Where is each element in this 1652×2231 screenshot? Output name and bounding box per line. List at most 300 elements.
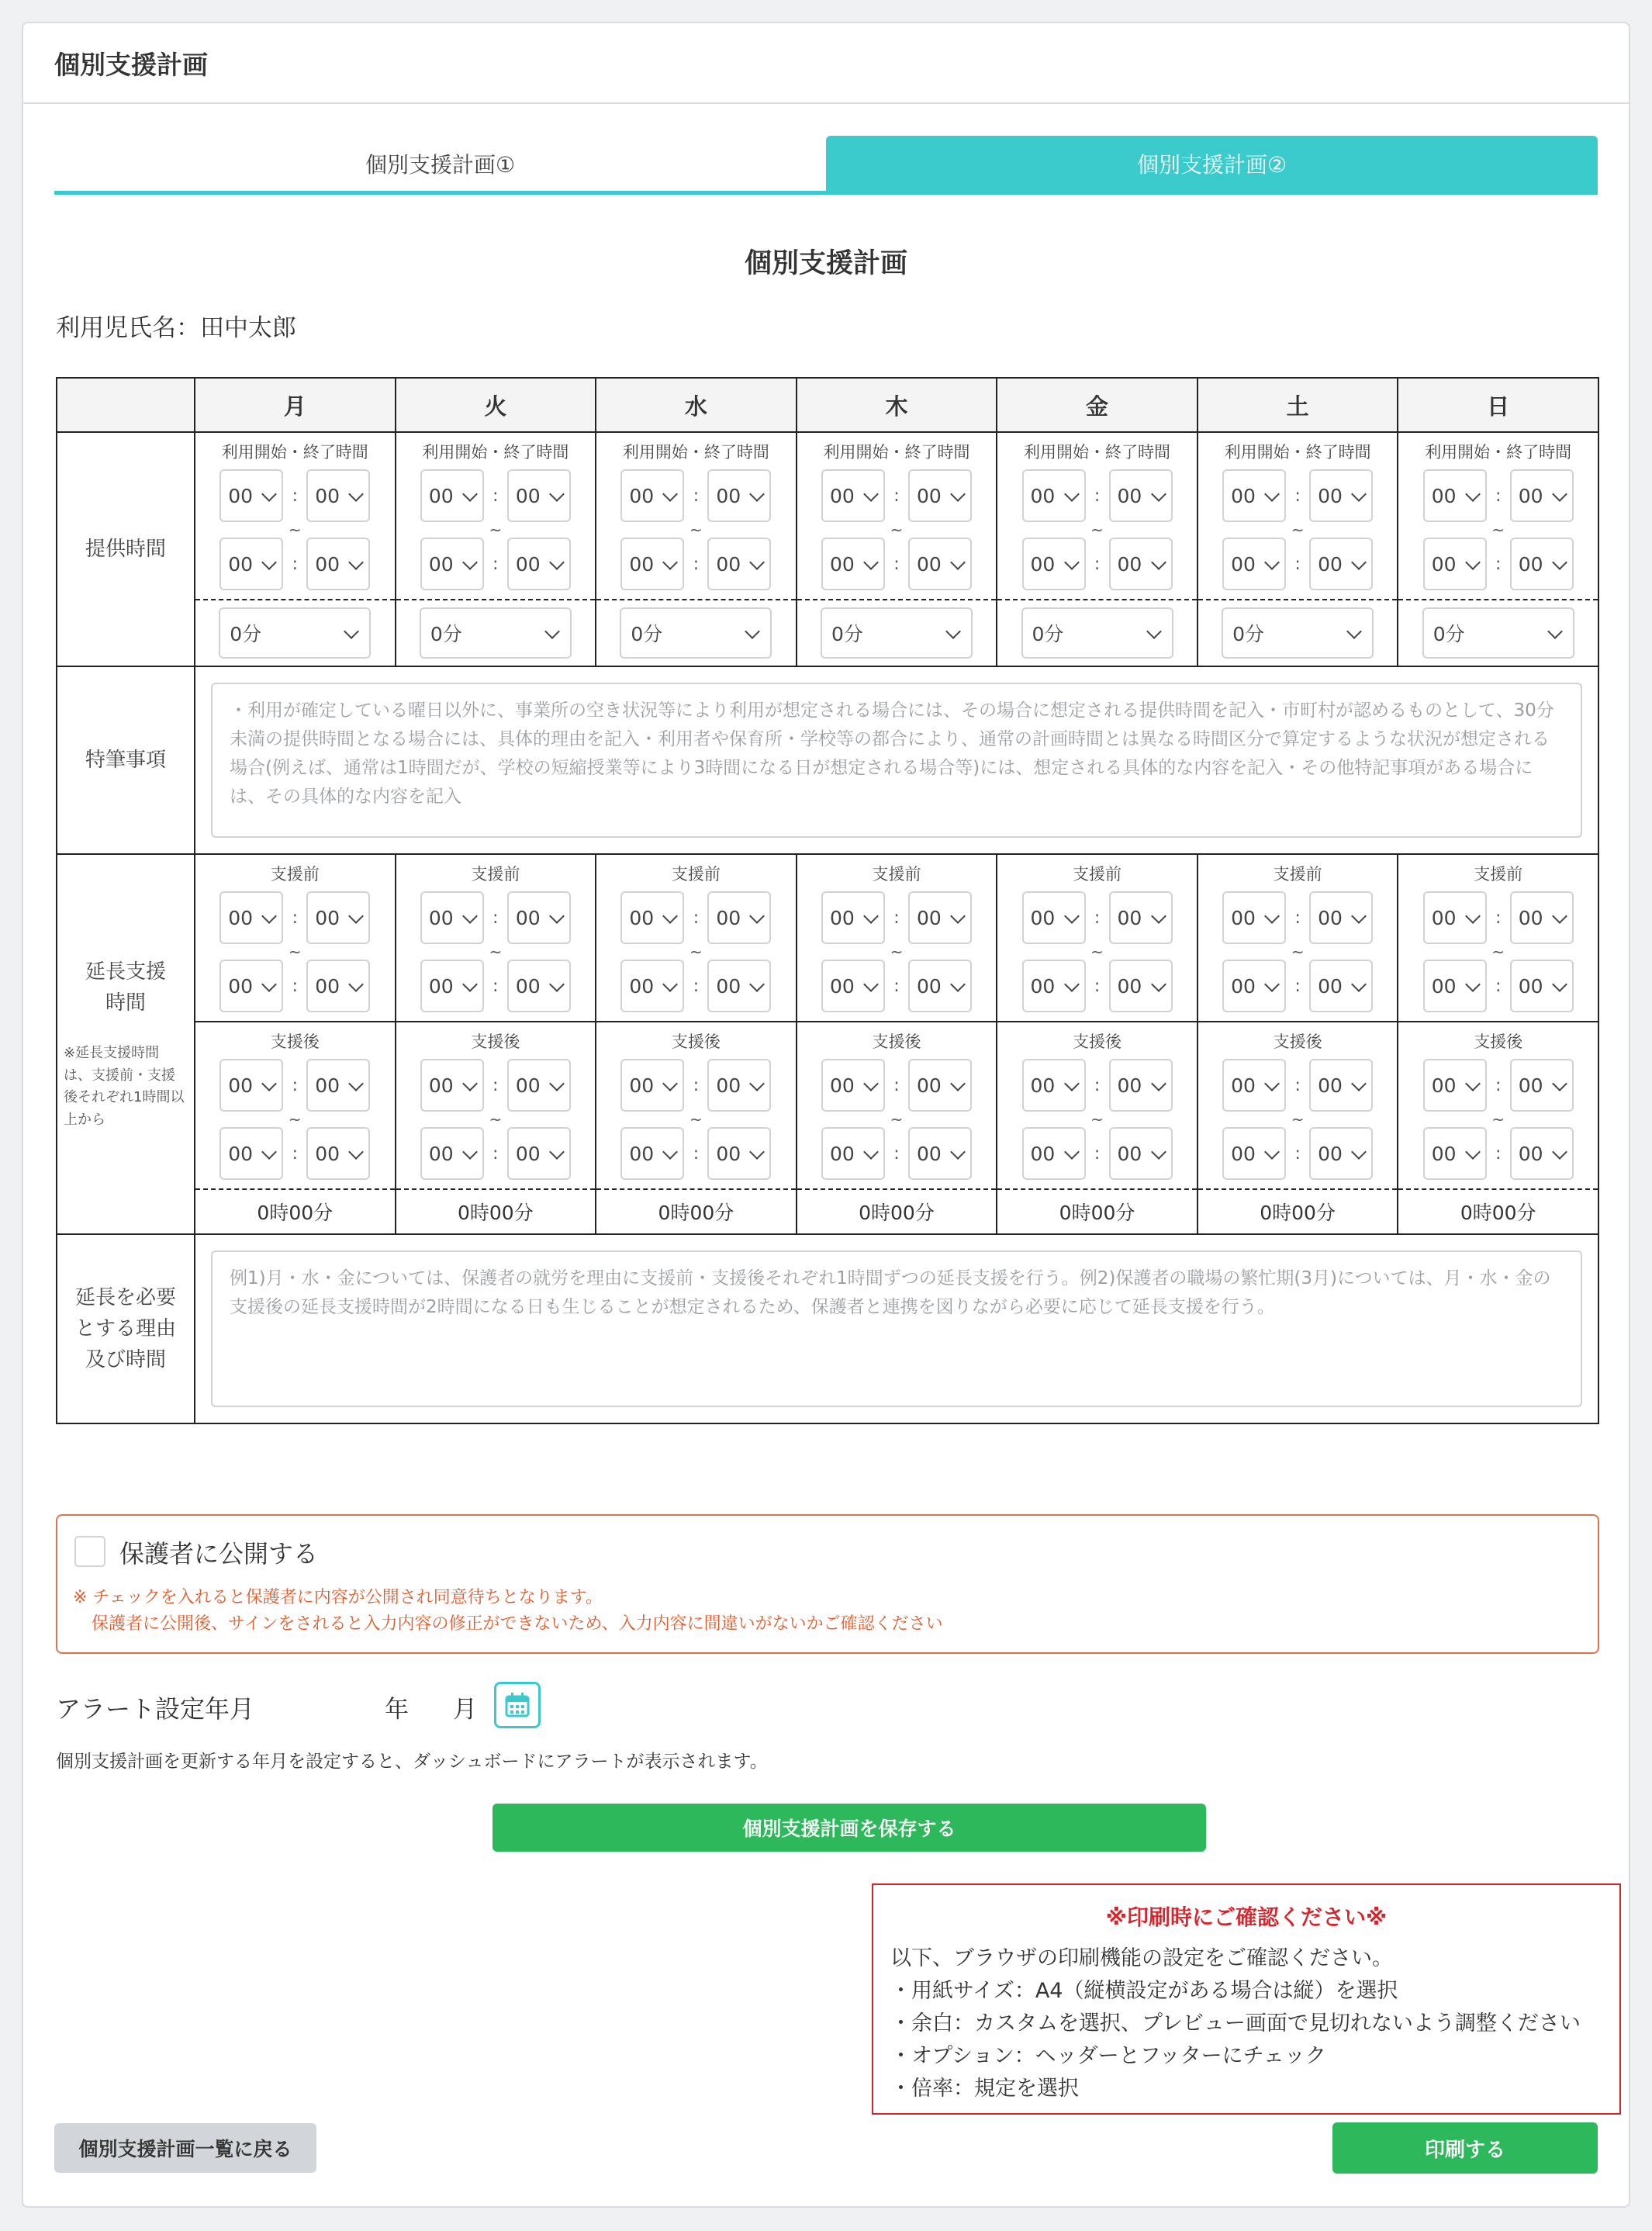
day-header: 火 — [396, 378, 596, 432]
provide-time-end-minute-select-value: 00 — [716, 552, 741, 576]
day-header: 金 — [997, 378, 1198, 432]
extended-before-end-hour-select-value: 00 — [829, 974, 855, 998]
time-colon: : — [1294, 554, 1301, 574]
provide-time-start-hour-select[interactable] — [219, 469, 283, 522]
duration-select[interactable] — [420, 607, 572, 659]
time-colon: : — [693, 908, 700, 928]
chevron-down-icon — [462, 1144, 478, 1160]
extended-before-end-minute-select[interactable] — [707, 960, 771, 1012]
extended-after-start-hour-select[interactable] — [219, 1059, 283, 1112]
extended-before-start-minute-select[interactable] — [507, 891, 571, 944]
extended-before-caption: 支援前 — [872, 865, 921, 884]
provide-time-start-row — [1198, 469, 1398, 523]
extended-after-start-minute-select-value: 00 — [515, 1074, 541, 1097]
extended-before-caption: 支援前 — [270, 865, 320, 884]
provide-time-start-minute-select[interactable] — [1109, 469, 1173, 522]
extended-before-end-minute-select[interactable] — [507, 960, 571, 1012]
extended-after-end-hour-select-value: 00 — [1431, 1142, 1457, 1165]
range-tilde: ~ — [689, 1110, 703, 1129]
chevron-down-icon — [261, 1076, 277, 1091]
extended-after-start-hour-select[interactable] — [821, 1059, 885, 1112]
print-notice-line: 以下、ブラウザの印刷機能の設定をご確認ください。 — [890, 1946, 1393, 1970]
extended-before-end-minute-select[interactable] — [1109, 960, 1173, 1012]
duration-row — [195, 599, 395, 666]
provide-time-start-minute-select-value: 00 — [315, 484, 340, 507]
extended-after-end-row — [797, 1126, 997, 1181]
extended-before-end-minute-select[interactable] — [908, 960, 972, 1012]
provide-time-start-row — [997, 469, 1197, 523]
provide-time-end-minute-select[interactable] — [908, 538, 972, 590]
extended-after-start-hour-select[interactable] — [1222, 1059, 1286, 1112]
extended-after-start-hour-select-value: 00 — [428, 1074, 454, 1097]
extended-before-end-hour-select[interactable] — [620, 960, 684, 1012]
provide-time-end-hour-select[interactable] — [420, 538, 484, 590]
time-colon: : — [492, 908, 499, 928]
chevron-down-icon — [1151, 977, 1166, 992]
chevron-down-icon — [1151, 1144, 1166, 1160]
extended-after-start-minute-select-value: 00 — [315, 1074, 340, 1097]
provide-time-start-hour-select[interactable] — [420, 469, 484, 522]
chevron-down-icon — [348, 977, 364, 992]
chevron-down-icon — [950, 1144, 966, 1160]
provide-time-start-row — [1398, 469, 1598, 523]
alert-help-text: 個別支援計画を更新する年月を設定すると、ダッシュボードにアラートが表示されます。 — [56, 1752, 768, 1772]
extended-before-start-hour-select-value: 00 — [629, 906, 655, 929]
time-colon: : — [1094, 554, 1101, 574]
duration-row — [797, 599, 997, 666]
extended-after-end-minute-select[interactable] — [1109, 1127, 1173, 1180]
print-notice-line: ・用紙サイズ：A4（縦横設定がある場合は縦）を選択 — [890, 1979, 1398, 2003]
extended-before-end-minute-select-value: 00 — [716, 974, 741, 998]
calendar-button[interactable] — [494, 1682, 541, 1728]
extended-before-end-row — [1398, 959, 1598, 1013]
time-colon: : — [1294, 1143, 1301, 1164]
provide-time-caption: 利用開始・終了時間 — [823, 443, 970, 462]
provide-time-end-hour-select-value: 00 — [829, 552, 855, 576]
page-title: 個別支援計画 — [23, 23, 1629, 104]
publish-checkbox-label[interactable]: 保護者に公開する — [119, 1539, 319, 1569]
chevron-down-icon — [750, 486, 766, 502]
time-colon: : — [492, 486, 499, 506]
extended-before-start-hour-select[interactable] — [1022, 891, 1086, 944]
chevron-down-icon — [1064, 1144, 1080, 1160]
extended-before-start-hour-select-value: 00 — [1231, 906, 1256, 929]
chevron-down-icon — [1151, 486, 1166, 502]
chevron-down-icon — [1151, 555, 1166, 570]
time-colon: : — [1294, 1075, 1301, 1095]
provide-time-end-minute-select[interactable] — [707, 538, 771, 590]
provide-time-start-minute-select[interactable] — [1309, 469, 1373, 522]
chevron-down-icon — [462, 486, 478, 502]
provide-time-start-minute-select[interactable] — [306, 469, 370, 522]
tab-plan-2[interactable]: 個別支援計画② — [826, 136, 1598, 191]
time-colon: : — [292, 908, 298, 928]
duration-select[interactable] — [219, 607, 371, 659]
extended-after-end-hour-select[interactable] — [1022, 1127, 1086, 1180]
provide-time-end-hour-select-value: 00 — [1431, 552, 1457, 576]
provide-time-caption: 利用開始・終了時間 — [221, 443, 368, 462]
time-colon: : — [893, 908, 900, 928]
time-colon: : — [1294, 908, 1301, 928]
extended-after-start-row — [396, 1058, 596, 1112]
provide-time-end-minute-select[interactable] — [306, 538, 370, 590]
duration-select[interactable] — [1021, 607, 1173, 659]
extended-support-label-2: 時間 — [105, 991, 146, 1015]
extended-after-end-minute-select[interactable] — [1510, 1127, 1574, 1180]
print-button[interactable]: 印刷する — [1332, 2122, 1598, 2174]
chevron-down-icon — [1264, 486, 1280, 502]
extended-after-start-hour-select-value: 00 — [629, 1074, 655, 1097]
schedule-table — [56, 377, 1599, 1424]
provide-time-end-hour-select[interactable] — [821, 538, 885, 590]
extended-before-start-hour-select[interactable] — [219, 891, 283, 944]
alert-year-label: 年 — [385, 1696, 409, 1724]
provide-time-start-hour-select[interactable] — [1222, 469, 1286, 522]
extended-after-end-row — [396, 1126, 596, 1181]
provide-time-cell — [797, 432, 997, 666]
extended-after-start-minute-select[interactable] — [507, 1059, 571, 1112]
extended-after-end-minute-select[interactable] — [908, 1127, 972, 1180]
extended-before-end-hour-select[interactable] — [219, 960, 283, 1012]
extended-before-end-hour-select[interactable] — [420, 960, 484, 1012]
chevron-down-icon — [1351, 908, 1367, 924]
provide-time-caption: 利用開始・終了時間 — [622, 443, 769, 462]
extended-before-end-row — [396, 959, 596, 1013]
extended-support-label-cell — [57, 854, 195, 1234]
extended-after-end-hour-select[interactable] — [620, 1127, 684, 1180]
provide-time-end-row — [997, 537, 1197, 591]
special-notes-textarea[interactable]: ・利用が確定している曜日以外に、事業所の空き状況等により利用が想定される場合には、その場合に想定される提供時間を記入・市町村が認めるものとして、30分未満の提供時間となる場合には、具体的理由を記入・利用者や保育所・学校等の都合により、通常の計画時間とは異なる時間区分で算定するような状況が想定される場合(例えば、通常は1時間だが、学校の短縮授業等により3時間になる日が想定される場合等)には、想定される具体的な内容を記入・その他特記事項がある場合には、その具体的な内容を記入 — [211, 683, 1582, 838]
provide-time-end-minute-select[interactable] — [1109, 538, 1173, 590]
extended-before-start-minute-select[interactable] — [707, 891, 771, 944]
corner-cell — [57, 378, 195, 432]
extended-after-caption: 支援後 — [872, 1032, 921, 1051]
duration-select[interactable] — [620, 607, 772, 659]
extended-after-start-minute-select[interactable] — [306, 1059, 370, 1112]
extended-after-end-hour-select-value: 00 — [1231, 1142, 1256, 1165]
duration-select[interactable] — [821, 607, 973, 659]
provide-time-start-minute-select[interactable] — [507, 469, 571, 522]
chevron-down-icon — [750, 555, 766, 570]
extension-reason-row — [57, 1234, 1598, 1423]
chevron-down-icon — [950, 1076, 966, 1091]
extended-total: 0時00分 — [1398, 1188, 1598, 1233]
extended-after-end-hour-select[interactable] — [1423, 1127, 1487, 1180]
time-colon: : — [492, 1075, 499, 1095]
provide-time-cell — [195, 432, 396, 666]
time-colon: : — [693, 1075, 700, 1095]
chevron-down-icon — [348, 908, 364, 924]
extended-before-start-hour-select[interactable] — [821, 891, 885, 944]
provide-time-end-row — [797, 537, 997, 591]
day-header: 水 — [596, 378, 797, 432]
time-colon: : — [693, 554, 700, 574]
extended-before-start-hour-select[interactable] — [1423, 891, 1487, 944]
range-tilde: ~ — [489, 1110, 503, 1129]
provide-time-start-hour-select[interactable] — [1022, 469, 1086, 522]
extended-before-cell — [797, 854, 997, 1022]
time-colon: : — [893, 486, 900, 506]
provide-time-start-hour-select[interactable] — [821, 469, 885, 522]
chevron-down-icon — [663, 1144, 679, 1160]
provide-time-start-hour-select[interactable] — [1423, 469, 1487, 522]
print-notice — [872, 1883, 1621, 2115]
extended-before-start-row — [1198, 891, 1398, 945]
time-colon: : — [893, 1075, 900, 1095]
time-colon: : — [1094, 1143, 1101, 1164]
extended-before-caption: 支援前 — [1273, 865, 1322, 884]
extended-after-start-hour-select-value: 00 — [1431, 1074, 1457, 1097]
day-header: 土 — [1198, 378, 1398, 432]
save-plan-button[interactable]: 個別支援計画を保存する — [492, 1804, 1206, 1852]
extended-before-start-minute-select[interactable] — [306, 891, 370, 944]
extended-after-end-hour-select[interactable] — [821, 1127, 885, 1180]
provide-time-cell — [596, 432, 797, 666]
range-tilde: ~ — [1090, 943, 1104, 961]
chevron-down-icon — [1552, 977, 1567, 992]
extended-before-end-hour-select-value: 00 — [629, 974, 655, 998]
time-colon: : — [1495, 486, 1502, 506]
extended-after-start-minute-select[interactable] — [1109, 1059, 1173, 1112]
extended-before-start-row — [1398, 891, 1598, 945]
chevron-down-icon — [663, 486, 679, 502]
chevron-down-icon — [549, 486, 565, 502]
provide-time-label: 提供時間 — [57, 432, 195, 666]
extended-before-end-hour-select[interactable] — [1022, 960, 1086, 1012]
duration-value: 0分 — [1232, 623, 1264, 645]
extended-before-end-hour-select[interactable] — [1222, 960, 1286, 1012]
extended-after-start-minute-select[interactable] — [908, 1059, 972, 1112]
chevron-down-icon — [750, 908, 766, 924]
extended-before-end-minute-select-value: 00 — [315, 974, 340, 998]
extension-reason-label-2: とする理由 — [74, 1316, 176, 1340]
extended-after-end-row — [195, 1126, 395, 1181]
extended-after-end-hour-select[interactable] — [420, 1127, 484, 1180]
extended-after-start-minute-select[interactable] — [1510, 1059, 1574, 1112]
provide-time-start-minute-select[interactable] — [707, 469, 771, 522]
chevron-down-icon — [863, 486, 879, 502]
provide-time-start-hour-select[interactable] — [620, 469, 684, 522]
range-tilde: ~ — [288, 943, 302, 961]
range-tilde: ~ — [489, 521, 503, 539]
extended-after-end-hour-select[interactable] — [1222, 1127, 1286, 1180]
chevron-down-icon — [348, 555, 364, 570]
extended-before-end-minute-select-value: 00 — [1518, 974, 1543, 998]
extended-before-end-hour-select-value: 00 — [1431, 974, 1457, 998]
chevron-down-icon — [1264, 908, 1280, 924]
extended-after-start-hour-select[interactable] — [620, 1059, 684, 1112]
extended-before-start-hour-select-value: 00 — [829, 906, 855, 929]
publish-warning-1: ※ チェックを入れると保護者に内容が公開され同意待ちとなります。 — [73, 1588, 603, 1607]
provide-time-end-minute-select[interactable] — [1309, 538, 1373, 590]
chevron-down-icon — [950, 555, 966, 570]
duration-row — [1398, 599, 1598, 666]
extended-before-start-hour-select-value: 00 — [228, 906, 254, 929]
extended-after-start-hour-select[interactable] — [420, 1059, 484, 1112]
extended-after-caption: 支援後 — [671, 1032, 721, 1051]
extended-after-start-row — [1198, 1058, 1398, 1112]
chevron-down-icon — [950, 977, 966, 992]
extended-after-caption: 支援後 — [1073, 1032, 1122, 1051]
extended-after-start-row — [997, 1058, 1197, 1112]
tab-plan-1[interactable]: 個別支援計画① — [365, 151, 516, 178]
time-colon: : — [893, 1143, 900, 1164]
provide-time-end-hour-select[interactable] — [1222, 538, 1286, 590]
chevron-down-icon — [950, 908, 966, 924]
extended-before-start-hour-select-value: 00 — [1030, 906, 1056, 929]
chevron-down-icon — [1552, 1144, 1567, 1160]
provide-time-caption: 利用開始・終了時間 — [1024, 443, 1171, 462]
extended-before-caption: 支援前 — [1073, 865, 1122, 884]
duration-row — [596, 599, 796, 666]
extended-after-end-minute-select-value: 00 — [1518, 1142, 1543, 1165]
extended-before-end-row — [997, 959, 1197, 1013]
main-panel — [22, 22, 1630, 2208]
extended-after-start-row — [797, 1058, 997, 1112]
extended-after-end-minute-select[interactable] — [507, 1127, 571, 1180]
time-colon: : — [492, 976, 499, 996]
chevron-down-icon — [1465, 555, 1481, 570]
extended-after-end-hour-select[interactable] — [219, 1127, 283, 1180]
extended-before-cell — [596, 854, 797, 1022]
duration-value: 0分 — [1032, 623, 1064, 645]
extended-after-cell — [1398, 1022, 1598, 1234]
chevron-down-icon — [1064, 486, 1080, 502]
extended-before-end-minute-select[interactable] — [1309, 960, 1373, 1012]
time-colon: : — [1294, 486, 1301, 506]
provide-time-start-minute-select[interactable] — [1510, 469, 1574, 522]
special-notes-label: 特筆事項 — [57, 666, 195, 854]
extended-after-end-minute-select[interactable] — [1309, 1127, 1373, 1180]
extended-before-start-hour-select[interactable] — [620, 891, 684, 944]
extended-total: 0時00分 — [195, 1188, 395, 1233]
extended-before-start-minute-select-value: 00 — [1117, 906, 1142, 929]
extended-total: 0時00分 — [997, 1188, 1197, 1233]
chevron-down-icon — [1151, 908, 1166, 924]
extended-after-caption: 支援後 — [270, 1032, 320, 1051]
extended-before-end-hour-select[interactable] — [821, 960, 885, 1012]
provide-time-end-minute-select-value: 00 — [1518, 552, 1543, 576]
extended-after-end-minute-select[interactable] — [306, 1127, 370, 1180]
chevron-down-icon — [863, 1144, 879, 1160]
extended-after-caption: 支援後 — [1273, 1032, 1322, 1051]
day-header: 日 — [1398, 378, 1598, 432]
range-tilde: ~ — [689, 943, 703, 961]
chevron-down-icon — [261, 555, 277, 570]
extended-before-start-row — [596, 891, 796, 945]
extended-before-start-minute-select[interactable] — [1510, 891, 1574, 944]
extended-after-start-hour-select[interactable] — [1423, 1059, 1487, 1112]
extended-after-start-minute-select[interactable] — [707, 1059, 771, 1112]
chevron-down-icon — [1351, 486, 1367, 502]
range-tilde: ~ — [288, 521, 302, 539]
extended-before-cell — [997, 854, 1198, 1022]
provide-time-start-minute-select-value: 00 — [1318, 484, 1343, 507]
extended-before-start-minute-select[interactable] — [908, 891, 972, 944]
extended-before-cell — [1198, 854, 1398, 1022]
time-colon: : — [292, 976, 298, 996]
time-colon: : — [492, 554, 499, 574]
provide-time-end-hour-select[interactable] — [1022, 538, 1086, 590]
chevron-down-icon — [549, 555, 565, 570]
extended-before-end-minute-select[interactable] — [1510, 960, 1574, 1012]
duration-select[interactable] — [1222, 607, 1374, 659]
provide-time-end-minute-select-value: 00 — [315, 552, 340, 576]
provide-time-end-hour-select-value: 00 — [428, 552, 454, 576]
extended-before-start-hour-select[interactable] — [1222, 891, 1286, 944]
extended-after-end-hour-select-value: 00 — [1030, 1142, 1056, 1165]
extended-before-start-hour-select[interactable] — [420, 891, 484, 944]
tab-bar — [54, 136, 1598, 195]
provide-time-end-hour-select[interactable] — [1423, 538, 1487, 590]
extended-after-start-row — [195, 1058, 395, 1112]
provide-time-end-hour-select-value: 00 — [228, 552, 254, 576]
provide-time-start-row — [195, 469, 395, 523]
extended-before-start-minute-select[interactable] — [1309, 891, 1373, 944]
chevron-down-icon — [1351, 1076, 1367, 1091]
chevron-down-icon — [1552, 908, 1567, 924]
extended-after-start-minute-select-value: 00 — [1117, 1074, 1142, 1097]
extended-after-end-row — [596, 1126, 796, 1181]
chevron-down-icon — [1465, 486, 1481, 502]
provide-time-end-row — [1198, 537, 1398, 591]
extended-support-label-1: 延長支援 — [85, 960, 166, 984]
provide-time-start-row — [596, 469, 796, 523]
special-notes-cell — [195, 666, 1598, 854]
chevron-down-icon — [549, 1076, 565, 1091]
provide-time-caption: 利用開始・終了時間 — [422, 443, 569, 462]
extended-after-cell — [1198, 1022, 1398, 1234]
extended-before-end-hour-select[interactable] — [1423, 960, 1487, 1012]
extended-after-start-minute-select-value: 00 — [916, 1074, 942, 1097]
provide-time-end-minute-select[interactable] — [1510, 538, 1574, 590]
time-colon: : — [1094, 486, 1101, 506]
extended-after-caption: 支援後 — [1474, 1032, 1523, 1051]
chevron-down-icon — [261, 977, 277, 992]
provide-time-end-minute-select-value: 00 — [1117, 552, 1142, 576]
extension-reason-textarea[interactable]: 例1)月・水・金については、保護者の就労を理由に支援前・支援後それぞれ1時間ずつの延長支援を行う。例2)保護者の職場の繁忙期(3月)については、月・水・金の支援後の延長支援時間が2時間になる日も生じることが想定されるため、保護者と連携を図りながら必要に応じて延長支援を行う。 — [211, 1250, 1582, 1407]
provide-time-end-row — [1398, 537, 1598, 591]
extended-after-start-minute-select[interactable] — [1309, 1059, 1373, 1112]
extended-before-start-minute-select[interactable] — [1109, 891, 1173, 944]
extended-after-start-hour-select[interactable] — [1022, 1059, 1086, 1112]
chevron-down-icon — [462, 977, 478, 992]
chevron-down-icon — [261, 1144, 277, 1160]
extended-after-end-minute-select[interactable] — [707, 1127, 771, 1180]
time-colon: : — [893, 976, 900, 996]
extended-after-end-minute-select-value: 00 — [1117, 1142, 1142, 1165]
publish-checkbox[interactable] — [74, 1536, 105, 1567]
extended-before-end-minute-select[interactable] — [306, 960, 370, 1012]
extended-before-start-minute-select-value: 00 — [1318, 906, 1343, 929]
extended-before-end-hour-select-value: 00 — [1231, 974, 1256, 998]
range-tilde: ~ — [689, 521, 703, 539]
chevron-down-icon — [663, 555, 679, 570]
provide-time-end-minute-select[interactable] — [507, 538, 571, 590]
extended-after-end-hour-select-value: 00 — [228, 1142, 254, 1165]
provide-time-start-minute-select[interactable] — [908, 469, 972, 522]
chevron-down-icon — [1465, 908, 1481, 924]
publish-section — [56, 1514, 1599, 1654]
extended-after-end-hour-select-value: 00 — [629, 1142, 655, 1165]
duration-value: 0分 — [631, 623, 663, 645]
back-to-list-button[interactable]: 個別支援計画一覧に戻る — [54, 2123, 316, 2173]
duration-select[interactable] — [1422, 607, 1574, 659]
provide-time-start-minute-select-value: 00 — [1518, 484, 1543, 507]
provide-time-end-hour-select[interactable] — [620, 538, 684, 590]
extended-after-start-minute-select-value: 00 — [1518, 1074, 1543, 1097]
provide-time-end-hour-select[interactable] — [219, 538, 283, 590]
